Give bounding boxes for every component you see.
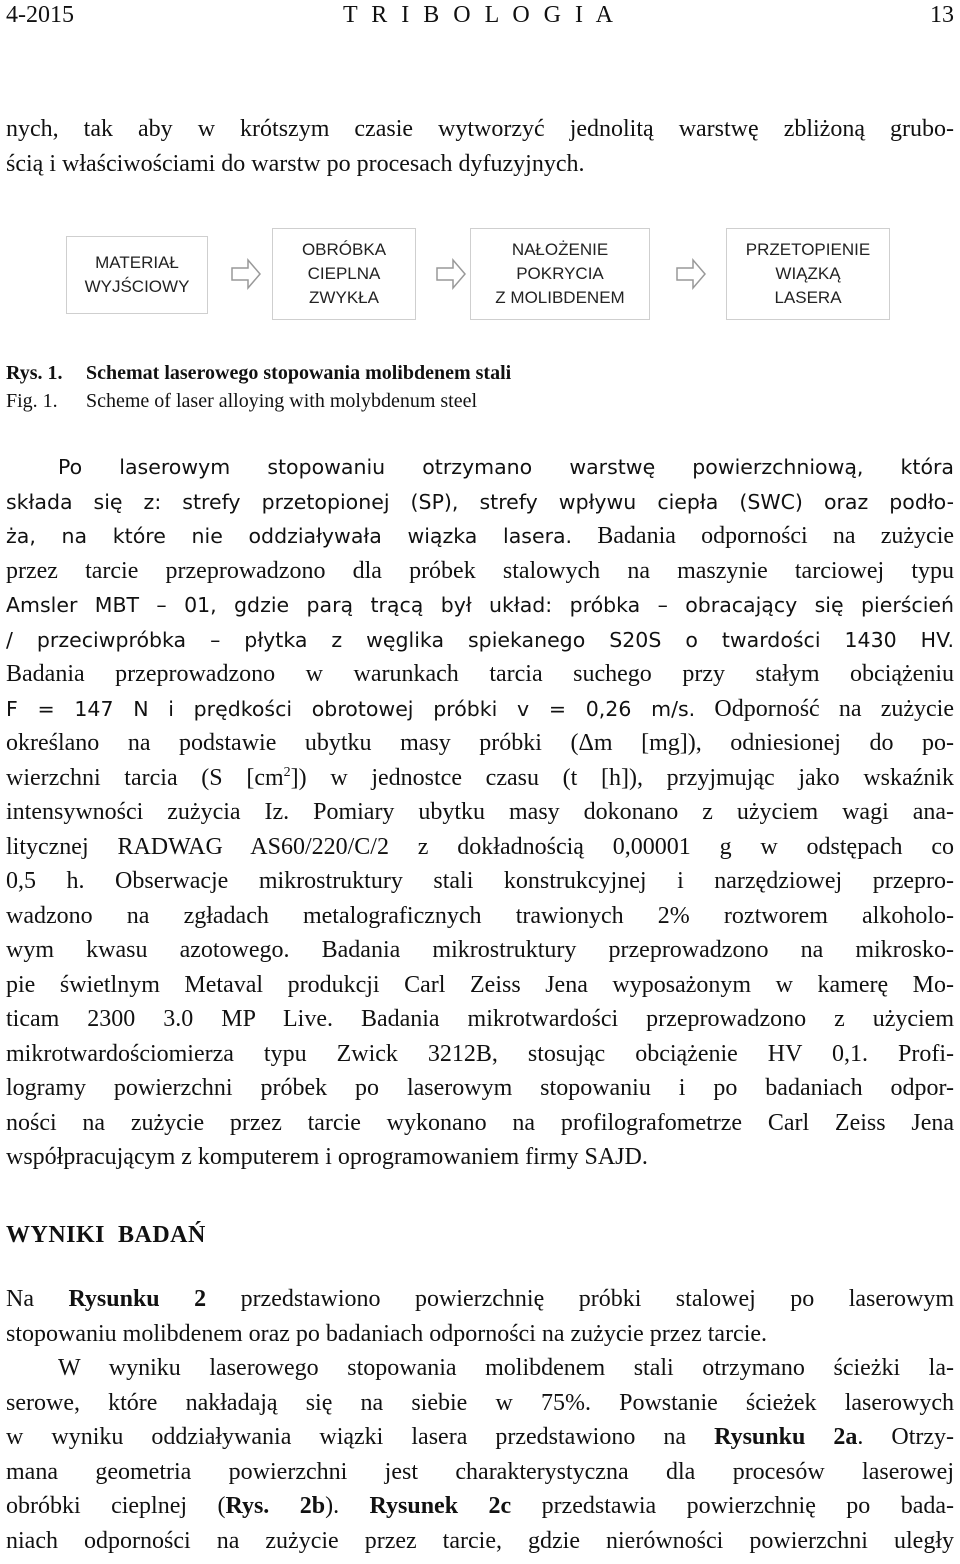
text-line: składa się z: strefy przetopionej (SP), strefy wpływu ciepła (SWC) oraz podło- xyxy=(6,489,954,514)
journal-title: T R I B O L O G I A xyxy=(343,2,617,28)
caption-text: Schemat laserowego stopowania molibdenem stali xyxy=(86,362,512,384)
issue-number: 4-2015 xyxy=(6,2,74,28)
arrow-right-icon xyxy=(231,258,261,290)
text-line: wadzono na zgładach metalograficznych trawionych 2% roztworem alkoholo- xyxy=(6,902,954,929)
flow-box-line: MATERIAŁ xyxy=(95,253,179,272)
text-line: mana geometria powierzchni jest charakterystyczna dla procesów laserowej xyxy=(6,1458,954,1485)
text-line: współpracującym z komputerem i oprogramowaniem firmy SAJD. xyxy=(6,1144,648,1170)
figure-reference: Rysunek 2c xyxy=(369,1493,512,1519)
text-line: W wyniku laserowego stopowania molibdenem stali otrzymano ścieżki la- xyxy=(58,1355,954,1381)
figure-reference: Rysunku 2a xyxy=(714,1424,858,1450)
caption-number: Rys. 1. xyxy=(6,362,63,384)
results-paragraph-1 xyxy=(6,1282,954,1351)
flow-box-material xyxy=(66,236,208,314)
text-span: Badania odporności na zużycie xyxy=(597,523,955,549)
process-flow-diagram xyxy=(66,228,892,324)
arrow-right-icon xyxy=(436,258,466,290)
flow-box-line: OBRÓBKA xyxy=(301,240,387,259)
body-paragraph xyxy=(6,450,954,1175)
page-header xyxy=(6,2,954,36)
flow-box-line: POKRYCIA xyxy=(516,264,604,283)
text-line: / przeciwpróbka – płytka z węglika spiekanego S20S o twardości 1430 HV. xyxy=(6,627,954,652)
text-line: ności na zużycie przez tarcie wykonano na profilografometrze Carl Zeiss Jena xyxy=(6,1109,954,1136)
text-span: przedstawia powierzchnię po bada- xyxy=(541,1493,955,1519)
text-line: 0,5 h. Obserwacje mikrostruktury stali konstrukcyjnej i narzędziowej przepro- xyxy=(6,868,954,894)
text-span: przedstawiono powierzchnię próbki stalowej po laserowym xyxy=(240,1286,954,1312)
text-span: Na xyxy=(6,1286,34,1312)
text-span: F = 147 N i prędkości obrotowej próbki v = 0,26 m/s. xyxy=(6,696,696,721)
text-line xyxy=(6,519,954,554)
flow-box-line: ZWYKŁA xyxy=(309,288,379,307)
text-line xyxy=(6,1489,954,1524)
text-line: ścią i właściwościami do warstw po procesach dyfuzyjnych. xyxy=(6,150,585,177)
text-span: ża, na które nie oddziaływała wiązka lasera. xyxy=(6,524,573,548)
figure-reference: Rysunku 2 xyxy=(68,1286,207,1312)
figure-caption-pl xyxy=(6,362,511,385)
text-line: mikrotwardościomierza typu Zwick 3212B, stosując obciążenie HV 0,1. Profi- xyxy=(6,1040,954,1067)
text-line: określano na podstawie ubytku masy próbki (Δm [mg]), odniesionej do po- xyxy=(6,730,954,756)
flow-box-line: Z MOLIBDENEM xyxy=(495,288,625,307)
flow-box-line: PRZETOPIENIE xyxy=(745,240,871,259)
text-line xyxy=(6,1282,954,1317)
text-line: pie świetlnym Metaval produkcji Carl Zeiss Jena wyposażonym w kamerę Mo- xyxy=(6,971,954,998)
figure-reference: Rys. 2b xyxy=(225,1493,326,1519)
flow-box-line: NAŁOŻENIE xyxy=(511,240,609,259)
text-line: stopowaniu molibdenem oraz po badaniach odporności na zużycie przez tarcie. xyxy=(6,1320,768,1347)
figure-caption-en xyxy=(6,390,477,413)
page-number: 13 xyxy=(930,2,954,28)
flow-box-laser-remelting xyxy=(726,228,890,320)
caption-number: Fig. 1. xyxy=(6,390,58,412)
text-line: ticam 2300 3.0 MP Live. Badania mikrotwardości przeprowadzono z użyciem xyxy=(6,1006,954,1032)
section-heading xyxy=(6,1222,206,1249)
text-line: nych, tak aby w krótszym czasie wytworzyć jednolitą warstwę zbliżoną grubo- xyxy=(6,116,954,142)
text-span: w wyniku oddziaływania wiązki lasera przedstawiono na xyxy=(6,1424,687,1450)
text-line xyxy=(6,692,954,727)
section-title: WYNIKI BADAŃ xyxy=(6,1222,206,1248)
text-line: Po laserowym stopowaniu otrzymano warstwę powierzchniową, która xyxy=(58,455,954,479)
text-line: niach odporności na zużycie przez tarcie, gdzie nierówności powierzchni uległy xyxy=(6,1527,954,1554)
superscript: 2 xyxy=(283,764,291,780)
text-line: Amsler MBT – 01, gdzie parą trącą był układ: próbka – obracający się pierścień xyxy=(6,593,954,617)
flow-box-line: CIEPLNA xyxy=(307,264,381,283)
text-line: Badania przeprowadzono w warunkach tarcia suchego przy stałym obciążeniu xyxy=(6,661,954,687)
results-paragraph-2 xyxy=(6,1351,954,1558)
caption-text: Scheme of laser alloying with molybdenum steel xyxy=(86,390,478,412)
text-line xyxy=(6,761,954,796)
text-line: litycznej RADWAG AS60/220/C/2 z dokładnością 0,00001 g w odstępach co xyxy=(6,833,954,860)
text-span: obróbki cieplnej ( xyxy=(6,1493,226,1519)
flow-box-line: WYJŚCIOWY xyxy=(84,277,190,296)
text-line: serowe, które nakładają się na siebie w 75%. Powstanie ścieżek laserowych xyxy=(6,1389,954,1416)
text-span: ). xyxy=(325,1493,340,1519)
text-span: Odporność na zużycie xyxy=(714,695,955,722)
flow-box-coating xyxy=(470,228,650,320)
text-line: logramy powierzchni próbek po laserowym stopowaniu i po badaniach odpor- xyxy=(6,1075,954,1101)
text-span: ]) w jednostce czasu (t [h]), przyjmując jako wskaźnik xyxy=(290,764,954,791)
text-span: wierzchni tarcia (S [cm xyxy=(6,764,284,791)
intro-paragraph xyxy=(6,112,954,181)
flow-box-heat-treatment xyxy=(272,228,416,320)
text-line: intensywności zużycia Iz. Pomiary ubytku masy dokonano z użyciem wagi ana- xyxy=(6,799,954,825)
text-line xyxy=(6,1420,954,1455)
arrow-right-icon xyxy=(676,258,706,290)
text-line: wym kwasu azotowego. Badania mikrostruktury przeprowadzono na mikrosko- xyxy=(6,937,954,963)
text-line: przez tarcie przeprowadzono dla próbek stalowych na maszynie tarciowej typu xyxy=(6,557,954,584)
text-span: . Otrzy- xyxy=(857,1424,955,1450)
flow-box-line: LASERA xyxy=(774,288,842,307)
flow-box-line: WIĄZKĄ xyxy=(775,264,841,283)
